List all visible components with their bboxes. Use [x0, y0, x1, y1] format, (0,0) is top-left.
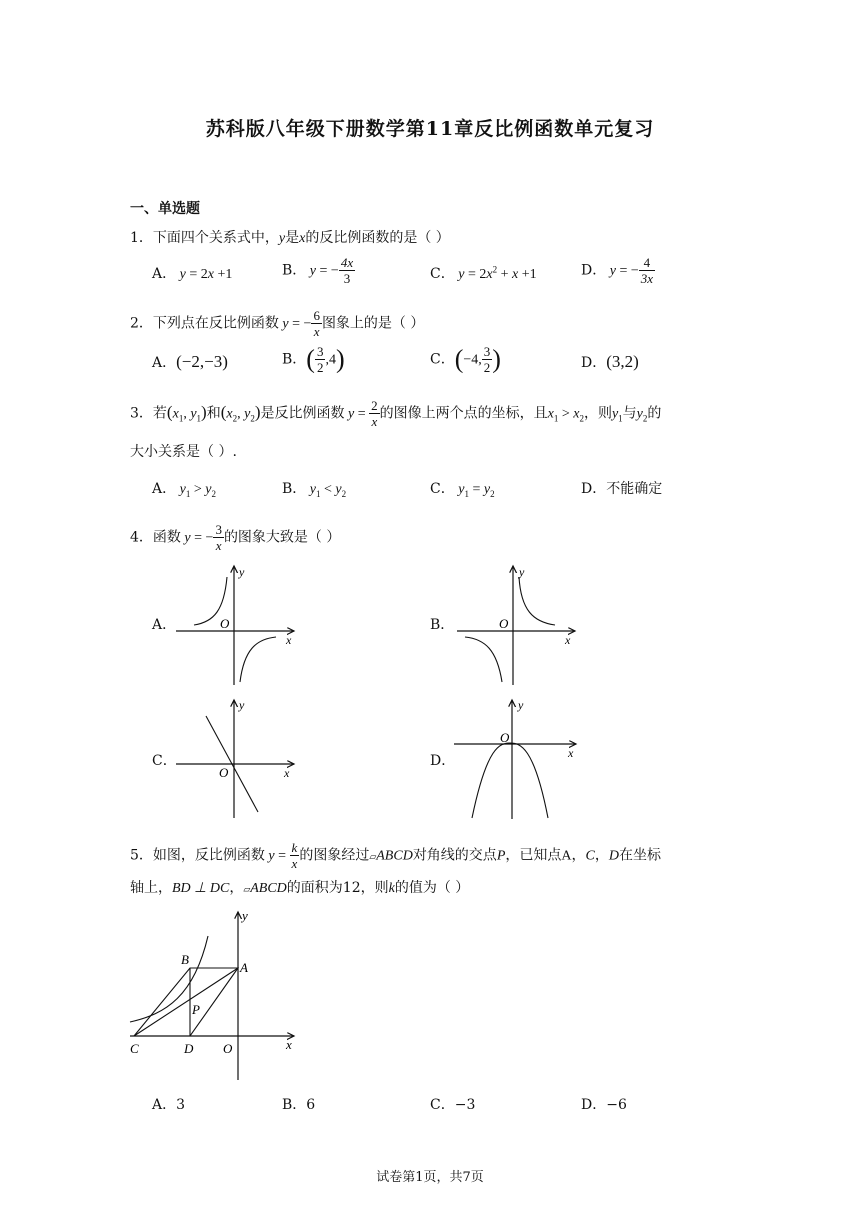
q1-option-c[interactable]: C． $y = 2x^2 + x +1$	[430, 264, 537, 282]
question-4: 4．函数 y = − $\frac{3}{x}$ 的图象大致是（ ）	[130, 522, 341, 553]
svg-text:P: P	[192, 1002, 200, 1017]
q4-graph-b	[455, 562, 585, 687]
q5-option-a[interactable]: A．3	[152, 1097, 186, 1113]
q1-option-b[interactable]: B． y = − $\frac{4x}{3}$	[282, 255, 354, 286]
section-heading: 一、单选题	[130, 201, 200, 217]
q4-option-c[interactable]: C．	[152, 753, 177, 769]
svg-text:y: y	[242, 908, 248, 923]
q1-var-x: x	[299, 231, 306, 246]
svg-text:B: B	[181, 952, 189, 967]
svg-text:y: y	[239, 565, 245, 579]
svg-text:x: x	[286, 633, 292, 647]
q1-option-a[interactable]: A． y = 2x +1	[152, 266, 233, 282]
svg-text:x: x	[286, 1037, 292, 1052]
svg-text:O: O	[500, 730, 510, 745]
page-footer: 试卷第1页，共7页	[376, 1170, 484, 1185]
q4-option-b[interactable]: B．	[430, 617, 455, 633]
q5-figure	[126, 906, 306, 1082]
q4-option-a[interactable]: A．	[152, 617, 177, 633]
q5-option-c[interactable]: C．−3	[430, 1097, 476, 1113]
svg-text:O: O	[220, 616, 230, 631]
q2-option-a[interactable]: A．(−2,−3)	[152, 352, 228, 371]
page-title: 苏科版八年级下册数学第11章反比例函数单元复习	[205, 118, 655, 140]
q4-graph-a	[174, 562, 304, 687]
question-1	[130, 228, 450, 249]
svg-text:O: O	[223, 1041, 233, 1056]
svg-text:y: y	[239, 698, 245, 712]
svg-text:x: x	[565, 633, 571, 647]
q4-graph-d	[452, 696, 587, 821]
q1-option-d[interactable]: D． y = − $\frac{4}{3x}$	[581, 255, 654, 286]
q4-option-d[interactable]: D．	[430, 753, 456, 769]
q2-option-c[interactable]: C．(−4, $\frac{3}{2}$ )	[430, 344, 501, 375]
q1-text: 是	[285, 230, 300, 246]
svg-text:C: C	[130, 1041, 139, 1056]
question-3-line2: 大小关系是（ ）.	[130, 444, 237, 460]
q3-option-a[interactable]: A． $y_1 > y_2$	[152, 481, 216, 499]
q1-var-y: y	[278, 231, 286, 246]
q3-option-c[interactable]: C． $y_1 = y_2$	[430, 481, 495, 499]
svg-text:D: D	[184, 1041, 194, 1056]
q1-text: 的反比例函数的是（ ）	[305, 230, 450, 246]
svg-text:y: y	[518, 698, 524, 712]
svg-text:O: O	[219, 765, 229, 780]
q5-option-d[interactable]: D．−6	[581, 1097, 627, 1113]
svg-text:A: A	[240, 960, 248, 975]
svg-text:O: O	[499, 616, 509, 631]
q3-option-b[interactable]: B． $y_1 < y_2$	[282, 481, 347, 499]
q1-text: 1．下面四个关系式中，	[130, 230, 279, 246]
question-5: 5．如图，反比例函数 y = $\frac{k}{x}$ 的图象经过▱ABCD对角线的交点P，已知点A，C，D在坐标	[130, 840, 661, 871]
q2-option-b[interactable]: B．( $\frac{3}{2}$ ,4)	[282, 344, 345, 375]
svg-text:y: y	[519, 565, 525, 579]
q4-graph-c	[174, 696, 304, 821]
q2-option-d[interactable]: D．(3,2)	[581, 352, 639, 371]
q3-option-d[interactable]: D．不能确定	[581, 481, 663, 497]
question-3: 3．若($x_1$, $y_1$)和($x_2$, $y_2$)是反比例函数 y = $\frac{2}{x}$ 的图像上两个点的坐标，且$x_1 > x_2$，则$y_1$与$y_2$的	[130, 398, 662, 429]
svg-text:x: x	[284, 766, 290, 780]
question-5-line2: 轴上，BD ⊥ DC，▱ABCD的面积为12，则k的值为（ ）	[130, 880, 470, 896]
svg-text:x: x	[568, 746, 574, 760]
q5-option-b[interactable]: B．6	[282, 1097, 316, 1113]
question-2: 2．下列点在反比例函数 y = − $\frac{6}{x}$ 图象上的是（ ）	[130, 308, 425, 339]
